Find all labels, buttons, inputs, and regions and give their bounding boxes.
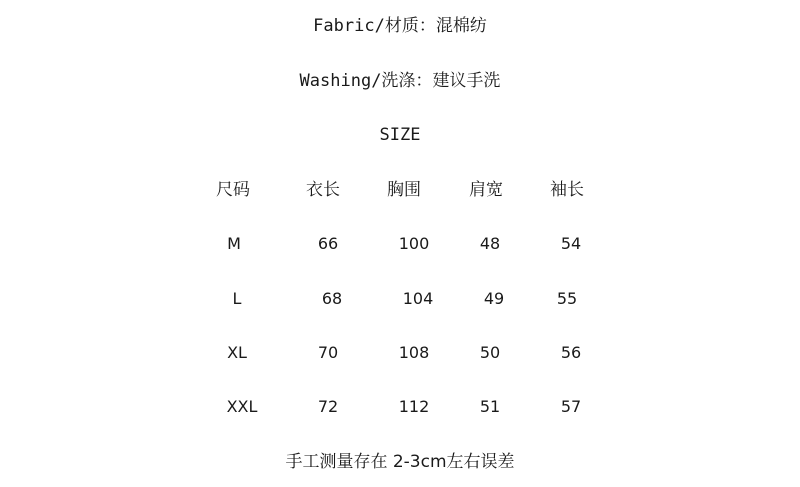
- washing-line: [0, 70, 800, 92]
- cell-shoulder: 50: [479, 343, 501, 362]
- cell-sleeve: 55: [556, 289, 578, 308]
- washing-value: 建议手洗: [432, 71, 501, 91]
- cell-size: L: [232, 289, 242, 308]
- cell-chest: 100: [398, 234, 430, 253]
- cell-length: 70: [317, 343, 339, 362]
- cell-sleeve: 54: [560, 234, 582, 253]
- washing-label: Washing/洗涤：: [299, 71, 433, 91]
- footnote-text: 手工测量存在 2-3cm左右误差: [285, 452, 515, 472]
- cell-size: XXL: [226, 397, 258, 416]
- cell-size: XL: [227, 343, 247, 362]
- header-size: 尺码: [216, 180, 250, 200]
- header-shoulder: 肩宽: [469, 180, 503, 200]
- header-sleeve: 袖长: [550, 180, 584, 200]
- measurement-footnote: [0, 451, 800, 473]
- cell-chest: 104: [402, 289, 434, 308]
- fabric-label: Fabric/材质：: [313, 16, 436, 36]
- fabric-line: [0, 15, 800, 37]
- cell-size: M: [227, 234, 241, 253]
- cell-shoulder: 51: [479, 397, 501, 416]
- header-chest: 胸围: [387, 180, 421, 200]
- cell-length: 68: [321, 289, 343, 308]
- cell-sleeve: 56: [560, 343, 582, 362]
- cell-sleeve: 57: [560, 397, 582, 416]
- size-title: [0, 124, 800, 146]
- header-length: 衣长: [306, 180, 340, 200]
- cell-chest: 108: [398, 343, 430, 362]
- fabric-value: 混棉纺: [435, 16, 487, 36]
- cell-shoulder: 48: [479, 234, 501, 253]
- cell-shoulder: 49: [483, 289, 505, 308]
- cell-length: 72: [317, 397, 339, 416]
- cell-chest: 112: [398, 397, 430, 416]
- size-title-text: SIZE: [379, 125, 421, 145]
- cell-length: 66: [317, 234, 339, 253]
